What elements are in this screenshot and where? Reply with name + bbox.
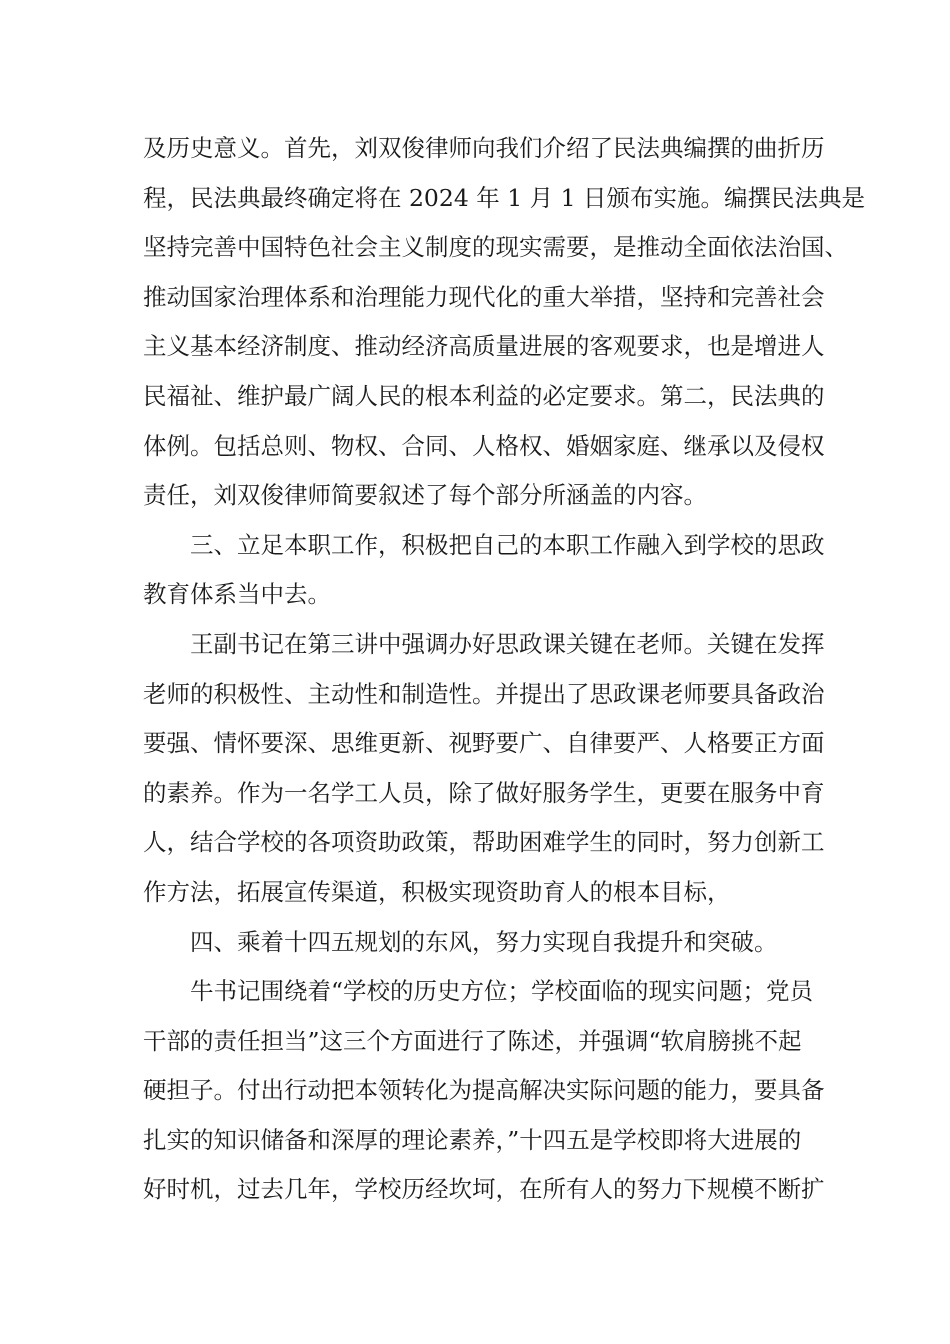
text-line: 责任，刘双俊律师简要叙述了每个部分所涵盖的内容。 (143, 481, 707, 510)
text-line: 及历史意义。首先，刘双俊律师向我们介绍了民法典编撰的曲折历 (143, 134, 825, 162)
text-line: 体例。包括总则、物权、合同、人格权、婚姻家庭、继承以及侵权 (143, 431, 825, 460)
text-line: 推动国家治理体系和治理能力现代化的重大举措，坚持和完善社会 (143, 282, 825, 311)
text-line: 好时机，过去几年，学校历经坎坷，在所有人的努力下规模不断扩 (143, 1175, 825, 1204)
section-heading-4: 四、乘着十四五规划的东风，努力实现自我提升和突破。 (190, 927, 778, 956)
text-line: 老师的积极性、主动性和制造性。并提出了思政课老师要具备政治 (143, 679, 825, 708)
text-line: 作方法，拓展宣传渠道，积极实现资助育人的根本目标， (143, 877, 731, 906)
text-line: 要强、情怀要深、思维更新、视野要广、自律要严、人格要正方面 (143, 729, 825, 758)
section-heading-3: 三、立足本职工作，积极把自己的本职工作融入到学校的思政 (190, 530, 825, 559)
document-body (143, 124, 866, 1215)
paragraph-start: 牛书记围绕着“学校的历史方位；学校面临的现实问题；党员 (190, 977, 814, 1006)
text-line: 扎实的知识储备和深厚的理论素养，”十四五是学校即将大进展的 (143, 1125, 802, 1154)
paragraph-start: 王副书记在第三讲中强调办好思政课关键在老师。关键在发挥 (190, 629, 825, 658)
section-heading-3-cont: 教育体系当中去。 (143, 580, 331, 609)
text-line: 坚持完善中国特色社会主义制度的现实需要，是推动全面依法治国、 (143, 233, 848, 262)
text-line: 的素养。作为一名学工人员，除了做好服务学生，更要在服务中育 (143, 778, 825, 807)
text-line: 民福祉、维护最广阔人民的根本利益的必定要求。第二，民法典的 (143, 381, 825, 410)
text-line: 人，结合学校的各项资助政策，帮助困难学生的同时，努力创新工 (143, 828, 825, 857)
text-line: 程，民法典最终确定将在 2024 年 1 月 1 日颁布实施。编撰民法典是 (143, 183, 866, 212)
text-line: 干部的责任担当”这三个方面进行了陈述，并强调“软肩膀挑不起 (143, 1026, 802, 1055)
text-line: 主义基本经济制度、推动经济高质量进展的客观要求，也是增进人 (143, 332, 825, 361)
text-line: 硬担子。付出行动把本领转化为提高解决实际问题的能力，要具备 (143, 1076, 825, 1105)
